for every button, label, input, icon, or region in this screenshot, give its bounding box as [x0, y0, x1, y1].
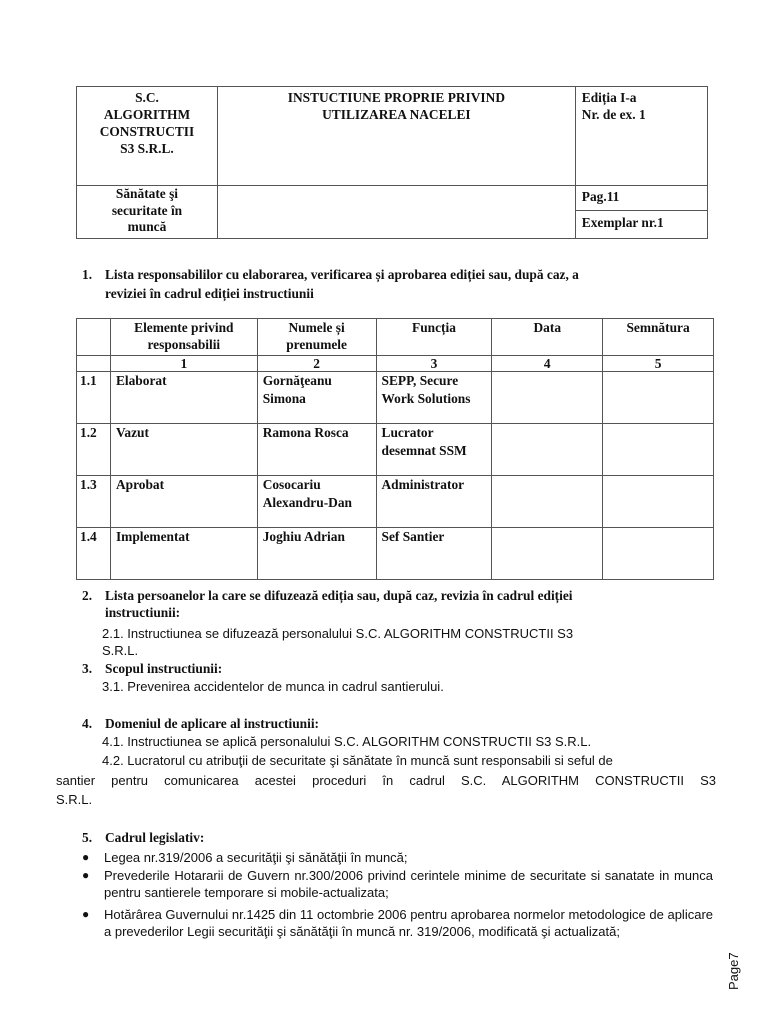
section-4-item-1: 4.1. Instructiunea se aplică personalului S.C. ALGORITHM CONSTRUCTII S3 S.R.L. — [102, 734, 592, 749]
legislation-item: Legea nr.319/2006 a securităţii şi sănătăţii în muncă; — [104, 850, 408, 865]
section-4-heading: 4. Domeniul de aplicare al instructiunii: — [82, 716, 320, 731]
section-2-heading: 2. Lista persoanelor la care se difuzează ediția sau, după caz, revizia în cadrul ediției instructiunii: — [82, 588, 573, 620]
section-2-item: 2.1. Instructiunea se difuzează personalului S.C. ALGORITHM CONSTRUCTII S3 S.R.L. — [102, 626, 574, 658]
table-row: 1.1 Elaborat Gornăţeanu Simona SEPP, Secure Work Solutions — [77, 372, 714, 424]
section-4-item-2: 4.2. Lucratorul cu atribuţii de securitate şi sănătate în muncă sunt responsabili si seful de santier pentru comunicarea acestei proceduri în cadrul S.C. ALGORITHM CONSTRUCTII S3 S.R.L. — [56, 753, 716, 807]
header-signature: Semnătura — [603, 319, 714, 356]
exemplar-label: Exemplar nr.1 — [575, 211, 707, 238]
edition-label: Ediția I-a — [581, 90, 637, 105]
legislation-item: Prevederile Hotararii de Guvern nr.300/2006 privind cerintele minime de securitate si sanatate in munca pentru santierele temporare si mobile-actualizata; — [104, 868, 713, 901]
responsibles-table — [76, 318, 714, 580]
table-row: 1.4 Implementat Joghiu Adrian Sef Santier — [77, 528, 714, 580]
section-3-item: 3.1. Prevenirea accidentelor de munca in cadrul santierului. — [102, 679, 444, 694]
bullet-icon: ● — [82, 850, 90, 864]
section-5-heading: 5. Cadrul legislativ: — [82, 830, 205, 845]
table-row: 1.3 Aprobat Cosocariu Alexandru-Dan Administrator — [77, 476, 714, 528]
legislation-item: Hotărârea Guvernului nr.1425 din 11 octombrie 2006 pentru aprobarea normelor metodologice de aplicare a prevederilor Legii securităţii şi sănătăţii în muncă nr. 319/2006, modificată şi actualizată; — [104, 907, 713, 940]
table-row: 1.2 Vazut Ramona Rosca Lucrator desemnat SSM — [77, 424, 714, 476]
page-number-label: Page7 — [726, 952, 741, 990]
header-date: Data — [492, 319, 603, 356]
header-name: Numele și prenumele — [257, 319, 376, 356]
column-number-row: 1 2 3 4 5 — [77, 356, 714, 372]
header-elements: Elemente privind responsabilii — [110, 319, 257, 356]
company-name: S.C. ALGORITHM CONSTRUCTII S3 S.R.L. — [77, 87, 218, 186]
document-header-table — [76, 86, 708, 239]
bullet-icon: ● — [82, 907, 90, 921]
department-label: Sănătate şi securitate în muncă — [77, 186, 218, 239]
copies-label: Nr. de ex. 1 — [581, 107, 646, 122]
document-title: INSTUCTIUNE PROPRIE PRIVIND UTILIZAREA NACELEI — [217, 87, 575, 186]
table-header-row — [77, 319, 714, 356]
header-function: Funcția — [376, 319, 492, 356]
page-label: Pag.11 — [575, 186, 707, 211]
section-3-heading: 3. Scopul instructiunii: — [82, 661, 223, 676]
section-1-heading: 1. Lista responsabililor cu elaborarea, verificarea și aprobarea ediției sau, după caz, a reviziei în cadrul ediției instructiunii — [82, 267, 579, 301]
header-empty-cell — [217, 186, 575, 239]
header-id — [77, 319, 111, 356]
edition-info — [575, 87, 707, 186]
bullet-icon: ● — [82, 868, 90, 882]
